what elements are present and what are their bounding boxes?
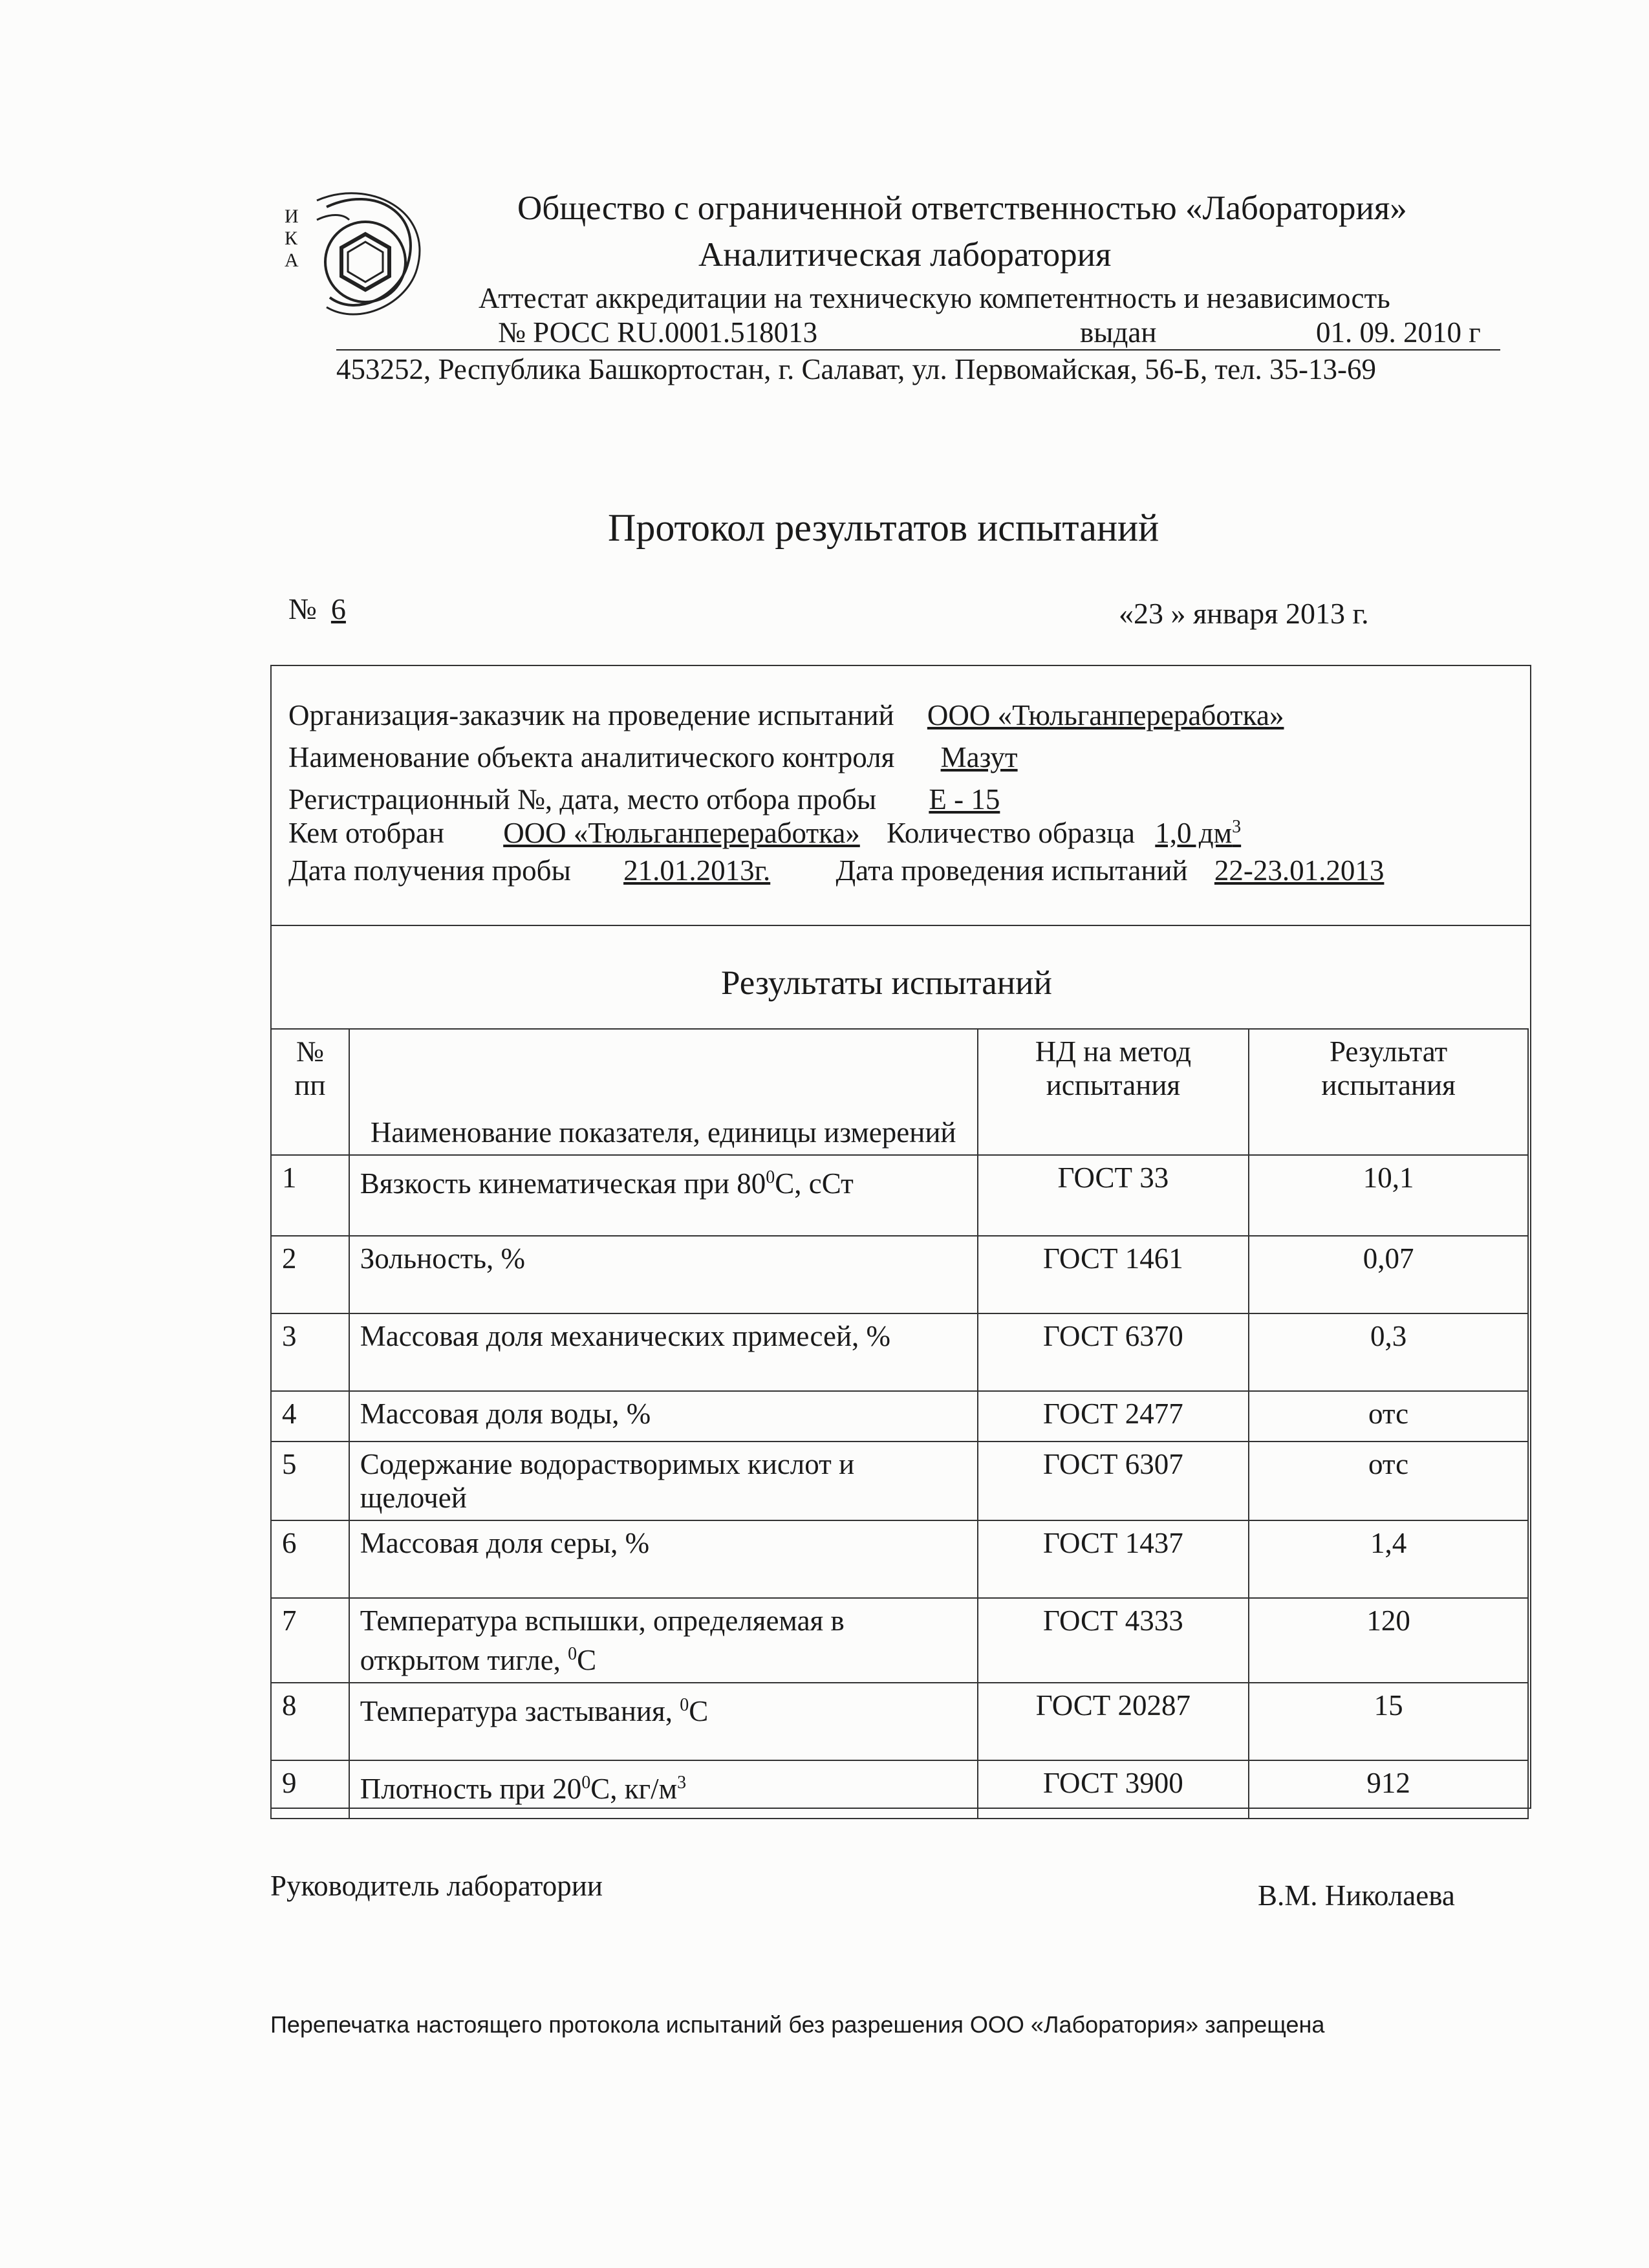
table-row: [271, 1155, 1528, 1236]
table-row: [271, 1442, 1528, 1520]
cell-name-unit: С: [577, 1644, 597, 1676]
protocol-number-value: 6: [330, 592, 346, 625]
cell-name-unit-exponent: 3: [677, 1773, 687, 1793]
cert-number: № РОСС RU.0001.518013: [498, 316, 818, 349]
cell-method: ГОСТ 6307: [978, 1442, 1249, 1520]
test-date-value: 22-23.01.2013: [1214, 854, 1385, 887]
cell-method: ГОСТ 3900: [978, 1760, 1249, 1819]
cell-number: 5: [271, 1442, 349, 1520]
col-header-method: НД на метод испытания: [978, 1029, 1249, 1155]
cell-name: [349, 1520, 978, 1598]
cell-name-text: Температура вспышки, определяемая в открытом тигле,: [360, 1604, 845, 1676]
cell-result: отс: [1249, 1442, 1528, 1520]
lab-name: Аналитическая лаборатория: [698, 236, 1112, 274]
footer-notice: Перепечатка настоящего протокола испытаний без разрешения ООО «Лаборатория» запрещена: [270, 2011, 1325, 2038]
cell-number: 9: [271, 1760, 349, 1819]
cell-number: 8: [271, 1683, 349, 1760]
cell-method: ГОСТ 20287: [978, 1683, 1249, 1760]
table-header-row: [271, 1029, 1528, 1155]
cell-result: 10,1: [1249, 1155, 1528, 1236]
cell-number: 7: [271, 1598, 349, 1683]
cell-method: ГОСТ 1437: [978, 1520, 1249, 1598]
registration-label: Регистрационный №, дата, место отбора пробы: [288, 783, 877, 815]
protocol-title: Протокол результатов испытаний: [608, 506, 1159, 549]
received-label: Дата получения пробы: [288, 854, 571, 887]
registration-value: Е - 15: [929, 783, 1000, 815]
cell-name: [349, 1313, 978, 1391]
cell-name: [349, 1760, 978, 1819]
logo-letter: И: [285, 206, 299, 227]
table-row: [271, 1236, 1528, 1313]
protocol-number: [288, 592, 346, 626]
received-value: 21.01.2013г.: [623, 854, 771, 887]
customer-line: [288, 698, 1284, 732]
cell-name-superscript: 0: [568, 1644, 577, 1664]
cell-name-text: Массовая доля механических примесей, %: [360, 1320, 891, 1352]
cert-issued-date: 01. 09. 2010 г: [1316, 316, 1481, 349]
dates-line: [288, 854, 1384, 887]
cell-name: [349, 1236, 978, 1313]
cell-name-superscript: 0: [766, 1167, 775, 1187]
cert-issued-label: выдан: [1080, 316, 1157, 349]
protocol-number-label: №: [288, 592, 317, 625]
cell-name: [349, 1155, 978, 1236]
cell-result: 0,07: [1249, 1236, 1528, 1313]
cell-number: 3: [271, 1313, 349, 1391]
object-line: [288, 740, 1018, 774]
quantity-exponent: 3: [1232, 817, 1242, 837]
results-table: [270, 1028, 1529, 1819]
cell-name-text: Плотность при 20: [360, 1773, 582, 1805]
cell-name: [349, 1598, 978, 1683]
cell-method: ГОСТ 4333: [978, 1598, 1249, 1683]
table-row: [271, 1598, 1528, 1683]
cell-name-text: Зольность, %: [360, 1242, 525, 1275]
cell-name-text: Массовая доля воды, %: [360, 1398, 651, 1430]
object-value: Мазут: [940, 741, 1018, 773]
cell-name-unit: С: [689, 1695, 709, 1727]
cell-name-text: Содержание водорастворимых кислот и щелочей: [360, 1448, 855, 1514]
sampled-by-line: [288, 816, 1241, 850]
quantity-label: Количество образца: [887, 817, 1136, 849]
object-label: Наименование объекта аналитического контроля: [288, 741, 895, 773]
cell-result: 1,4: [1249, 1520, 1528, 1598]
table-row: [271, 1313, 1528, 1391]
org-name: Общество с ограниченной ответственностью «Лаборатория»: [517, 189, 1407, 227]
table-row: [271, 1520, 1528, 1598]
cell-result: отс: [1249, 1391, 1528, 1442]
cell-number: 1: [271, 1155, 349, 1236]
address: 453252, Республика Башкортостан, г. Салават, ул. Первомайская, 56-Б, тел. 35-13-69: [336, 353, 1377, 385]
certificate-row: [336, 316, 1500, 351]
customer-label: Организация-заказчик на проведение испытаний: [288, 699, 894, 731]
cell-method: ГОСТ 1461: [978, 1236, 1249, 1313]
table-row: [271, 1760, 1528, 1819]
table-row: [271, 1391, 1528, 1442]
cell-name-unit: С, сСт: [775, 1167, 854, 1200]
cell-number: 2: [271, 1236, 349, 1313]
cell-number: 6: [271, 1520, 349, 1598]
cell-result: 0,3: [1249, 1313, 1528, 1391]
customer-value: ООО «Тюльганпереработка»: [927, 699, 1284, 731]
cell-name: [349, 1683, 978, 1760]
col-header-number: № пп: [271, 1029, 349, 1155]
col-header-result: Результат испытания: [1249, 1029, 1528, 1155]
lab-logo: [278, 188, 446, 330]
cell-name: [349, 1391, 978, 1442]
sampled-by-label: Кем отобран: [288, 817, 444, 849]
attestat-text: Аттестат аккредитации на техническую компетентность и независимость: [479, 282, 1390, 314]
protocol-date: «23 » января 2013 г.: [1119, 597, 1369, 630]
logo-letter: А: [285, 250, 299, 271]
cell-name-superscript: 0: [581, 1773, 591, 1793]
cell-result: 15: [1249, 1683, 1528, 1760]
signer-role: Руководитель лаборатории: [270, 1870, 603, 1902]
col-header-name: Наименование показателя, единицы измерений: [349, 1029, 978, 1155]
logo-letters: [285, 206, 299, 272]
logo-letter: К: [285, 228, 298, 249]
cell-name-unit: С, кг/м: [590, 1773, 678, 1805]
results-title: Результаты испытаний: [721, 964, 1052, 1002]
cell-result: 912: [1249, 1760, 1528, 1819]
cell-name-text: Температура застывания,: [360, 1695, 680, 1727]
signer-name: В.М. Николаева: [1258, 1879, 1455, 1912]
test-date-label: Дата проведения испытаний: [835, 854, 1188, 887]
cell-name: [349, 1442, 978, 1520]
cell-name-text: Вязкость кинематическая при 80: [360, 1167, 766, 1200]
sampled-by-value: ООО «Тюльганпереработка»: [503, 817, 860, 849]
quantity-value: 1,0 дм: [1155, 817, 1233, 849]
cell-method: ГОСТ 2477: [978, 1391, 1249, 1442]
table-row: [271, 1683, 1528, 1760]
cell-number: 4: [271, 1391, 349, 1442]
cell-method: ГОСТ 6370: [978, 1313, 1249, 1391]
cell-method: ГОСТ 33: [978, 1155, 1249, 1236]
cell-name-text: Массовая доля серы, %: [360, 1527, 650, 1559]
cell-name-superscript: 0: [680, 1695, 689, 1715]
registration-line: [288, 783, 1000, 816]
frame-divider: [272, 925, 1530, 926]
cell-result: 120: [1249, 1598, 1528, 1683]
